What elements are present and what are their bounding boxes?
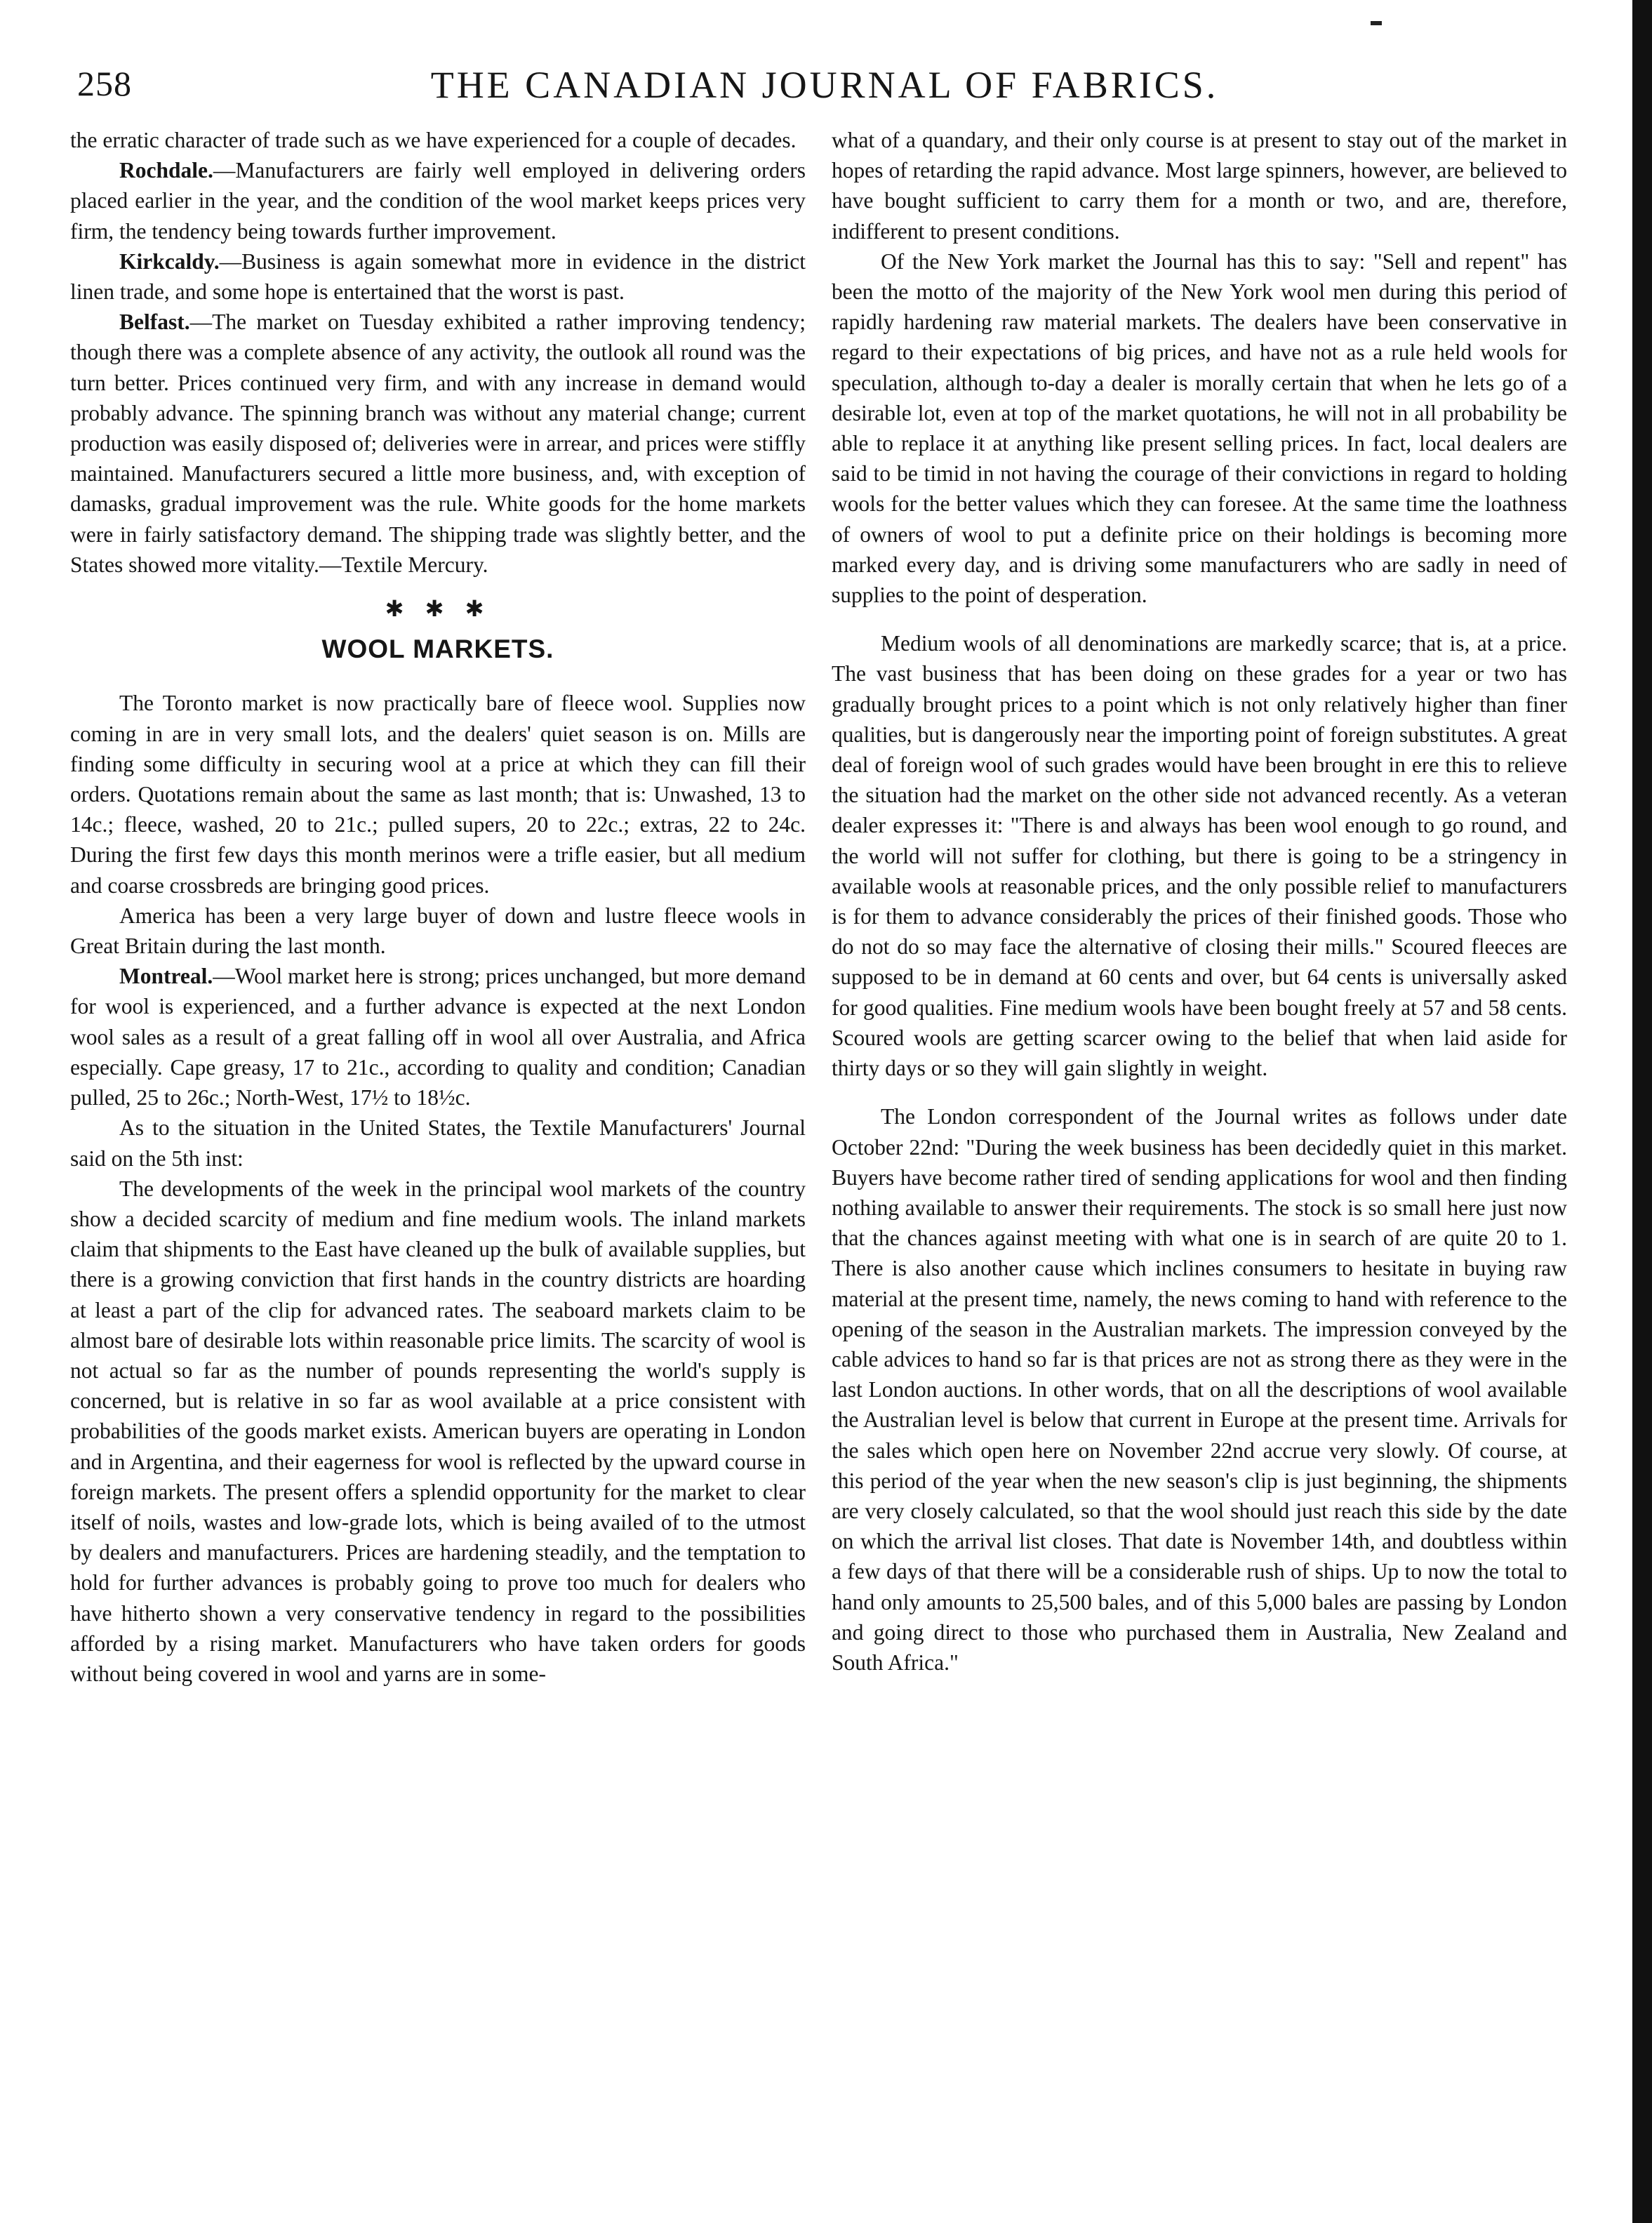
- paragraph-toronto: The Toronto market is now practically bare of fleece wool. Supplies now coming in are in very small lots, and the dealers' quiet season is on. Mills are finding some difficulty in securing wool at a price at which they can fill their orders. Quotations remain about the same as last month; that is: Unwashed, 13 to 14c.; fleece, washed, 20 to 21c.; pulled supers, 20 to 22c.; extras, 22 to 24c. During the first few days this month merinos were a trifle easier, but all medium and coarse crossbreds are bringing good prices.: [70, 691, 806, 898]
- montreal-lead: Montreal.: [119, 964, 213, 989]
- paragraph-medium-wools: Medium wools of all denominations are markedly scarce; that is, at a price. The vast business that has been doing on these grades for a year or two has gradually brought prices to a point which is not only relatively higher than finer qualities, but is dangerously near the importing point of foreign substitutes. A great deal of foreign wool of such grades would have been brought in ere this to relieve the situation had the market on the other side not advanced recently. As a veteran dealer expresses it: "There is and always has been wool enough to go round, and the world will not suffer for clothing, but there is going to be a stringency in available wools at reasonable prices, and the only possible relief to manufacturers is for them to advance considerably the prices of their finished goods. Those who do not do so may face the alternative of closing their mills." Scoured fleeces are supposed to be in demand at 60 cents and over, but 64 cents is universally asked for good qualities. Fine medium wools have been bought freely at 57 and 58 cents. Scoured wools are getting scarcer owing to the belief that when laid aside for thirty days or so they will gain slightly in weight.: [832, 631, 1567, 1081]
- paragraph-us-developments: The developments of the week in the principal wool markets of the country show a decided scarcity of medium and fine medium wools. The inland markets claim that shipments to the East have cleaned up the bulk of available supplies, but there is a growing conviction that first hands in the country districts are hoarding at least a part of the clip for advanced rates. The seaboard markets claim to be almost bare of desirable lots within reasonable price limits. The scarcity of wool is not actual so far as the number of pounds representing the world's supply is concerned, but is relative in so far as wool available at a price consistent with probabilities of the goods market exists. American buyers are operating in London and in Argentina, and their eagerness for wool is reflected by the upward course in foreign markets. The present offers a splendid opportunity for the market to clear itself of noils, wastes and low-grade lots, which is being availed of to the utmost by dealers and manufacturers. Prices are hardening steadily, and the temptation to hold for further advances is probably going to prove too much for dealers who have hitherto shown a very conservative tendency in regard to the possibilities afforded by a rising market. Manufacturers who have taken orders for goods without being covered in wool and yarns are in some-: [70, 1176, 806, 1686]
- journal-title: THE CANADIAN JOURNAL OF FABRICS.: [430, 64, 1219, 106]
- montreal-text: —Wool market here is strong; prices unchanged, but more demand for wool is experienced, and a further advance is expected at the next London wool sales as a result of a great falling off in wool all over Australia, and Africa especially. Cape greasy, 17 to 21c., according to quality and condition; Canadian pulled, 25 to 26c.; North-West, 17½ to 18½c.: [70, 964, 806, 1110]
- belfast-lead: Belfast.: [119, 310, 190, 335]
- belfast-text: —The market on Tuesday exhibited a rather improving tendency; though there was a complete absence of any activity, the outlook all round was the turn better. Prices continued very firm, and with any increase in demand would probably advance. The spinning branch was without any material change; current production was easily disposed of; deliveries were in arrear, and prices were stiffly maintained. Manufacturers secured a little more business, and, with exception of damasks, gradual improvement was the rule. White goods for the home markets were in fairly satisfactory demand. The shipping trade was slightly better, and the States showed more vitality.—Textile Mercury.: [70, 310, 806, 577]
- kirkcaldy-lead: Kirkcaldy.: [119, 248, 220, 274]
- section-ornament: ✱ ✱ ✱: [385, 595, 491, 623]
- paragraph-kirkcaldy: [70, 246, 806, 307]
- paragraph-gap: [832, 610, 1567, 628]
- paragraph-rochdale: [70, 155, 806, 246]
- rochdale-lead: Rochdale.: [119, 158, 213, 183]
- section-heading-wool-markets: WOOL MARKETS.: [321, 635, 554, 664]
- corner-dash-mark: [1371, 21, 1382, 25]
- paragraph-us-intro: As to the situation in the United States, the Textile Manufacturers' Journal said on the 5th inst:: [70, 1115, 806, 1171]
- paragraph-belfast: [70, 307, 806, 580]
- paragraph-continuation: what of a quandary, and their only course is at present to stay out of the market in hopes of retarding the rapid advance. Most large spinners, however, are believed to have bought sufficient to carry them for a month or two, and are, therefore, indifferent to present conditions.: [832, 128, 1567, 244]
- page-number: 258: [77, 64, 132, 103]
- paragraph-gap: [832, 1083, 1567, 1101]
- paragraph-montreal: [70, 961, 806, 1113]
- left-column: [70, 125, 806, 2203]
- paragraph-new-york: Of the New York market the Journal has this to say: "Sell and repent" has been the motto of the majority of the New York wool men during this period of rapidly hardening raw material markets. The dealers have been conservative in regard to their expectations of big prices, and have not as a rule held wools for speculation, although to-day a dealer is morally certain that when he lets go of a desirable lot, even at top of the market quotations, he will not in all probability be able to replace it at anything like present selling prices. In fact, local dealers are said to be timid in not having the courage of their convictions in regard to holding wools for the better values which they can foresee. At the same time the loathness of owners of wool to put a definite price on their holdings is becoming more marked every day, and is driving some manufacturers who are sadly in need of supplies to the point of desperation.: [832, 248, 1567, 608]
- scan-edge-bar: [1632, 0, 1652, 2223]
- kirkcaldy-text: —Business is again somewhat more in evidence in the district linen trade, and some hope is entertained that the worst is past.: [70, 248, 806, 305]
- rochdale-text: —Manufacturers are fairly well employed in delivering orders placed earlier in the year, and the condition of the wool market keeps prices very firm, the tendency being towards further improvement.: [70, 158, 806, 244]
- paragraph-america: America has been a very large buyer of down and lustre fleece wools in Great Britain during the last month.: [70, 903, 806, 959]
- paragraph-intro: the erratic character of trade such as we have experienced for a couple of decades.: [70, 128, 797, 152]
- paragraph-london: The London correspondent of the Journal writes as follows under date October 22nd: "During the week business has been decidedly quiet in this market. Buyers have become rather tired of sending applications for wool and then finding nothing available to answer their requirements. The stock is so small here just now that the chances against meeting with what one is in search of are quite 20 to 1. There is also another cause which inclines consumers to hesitate in buying raw material at the present time, namely, the news coming to hand with reference to the opening of the season in the Australian markets. The impression conveyed by the cable advices to hand so far is that prices are not as strong there as they were in the last London auctions. In other words, that on all the descriptions of wool available the Australian level is below that current in Europe at the present time. Arrivals for the sales which open here on November 22nd accrue very slowly. Of course, at this period of the year when the new season's clip is just beginning, the shipments are very closely calculated, so that the wool should just reach this side by the date on which the arrival list closes. That date is November 14th, and doubtless within a few days of that there will be a considerable rush of ships. Up to now the total to hand only amounts to 25,500 bales, and of this 5,000 bales are passing by London and going direct to those who purchased them in Australia, New Zealand and South Africa.": [832, 1104, 1567, 1675]
- running-head: [77, 63, 1572, 119]
- right-column: [832, 125, 1567, 2203]
